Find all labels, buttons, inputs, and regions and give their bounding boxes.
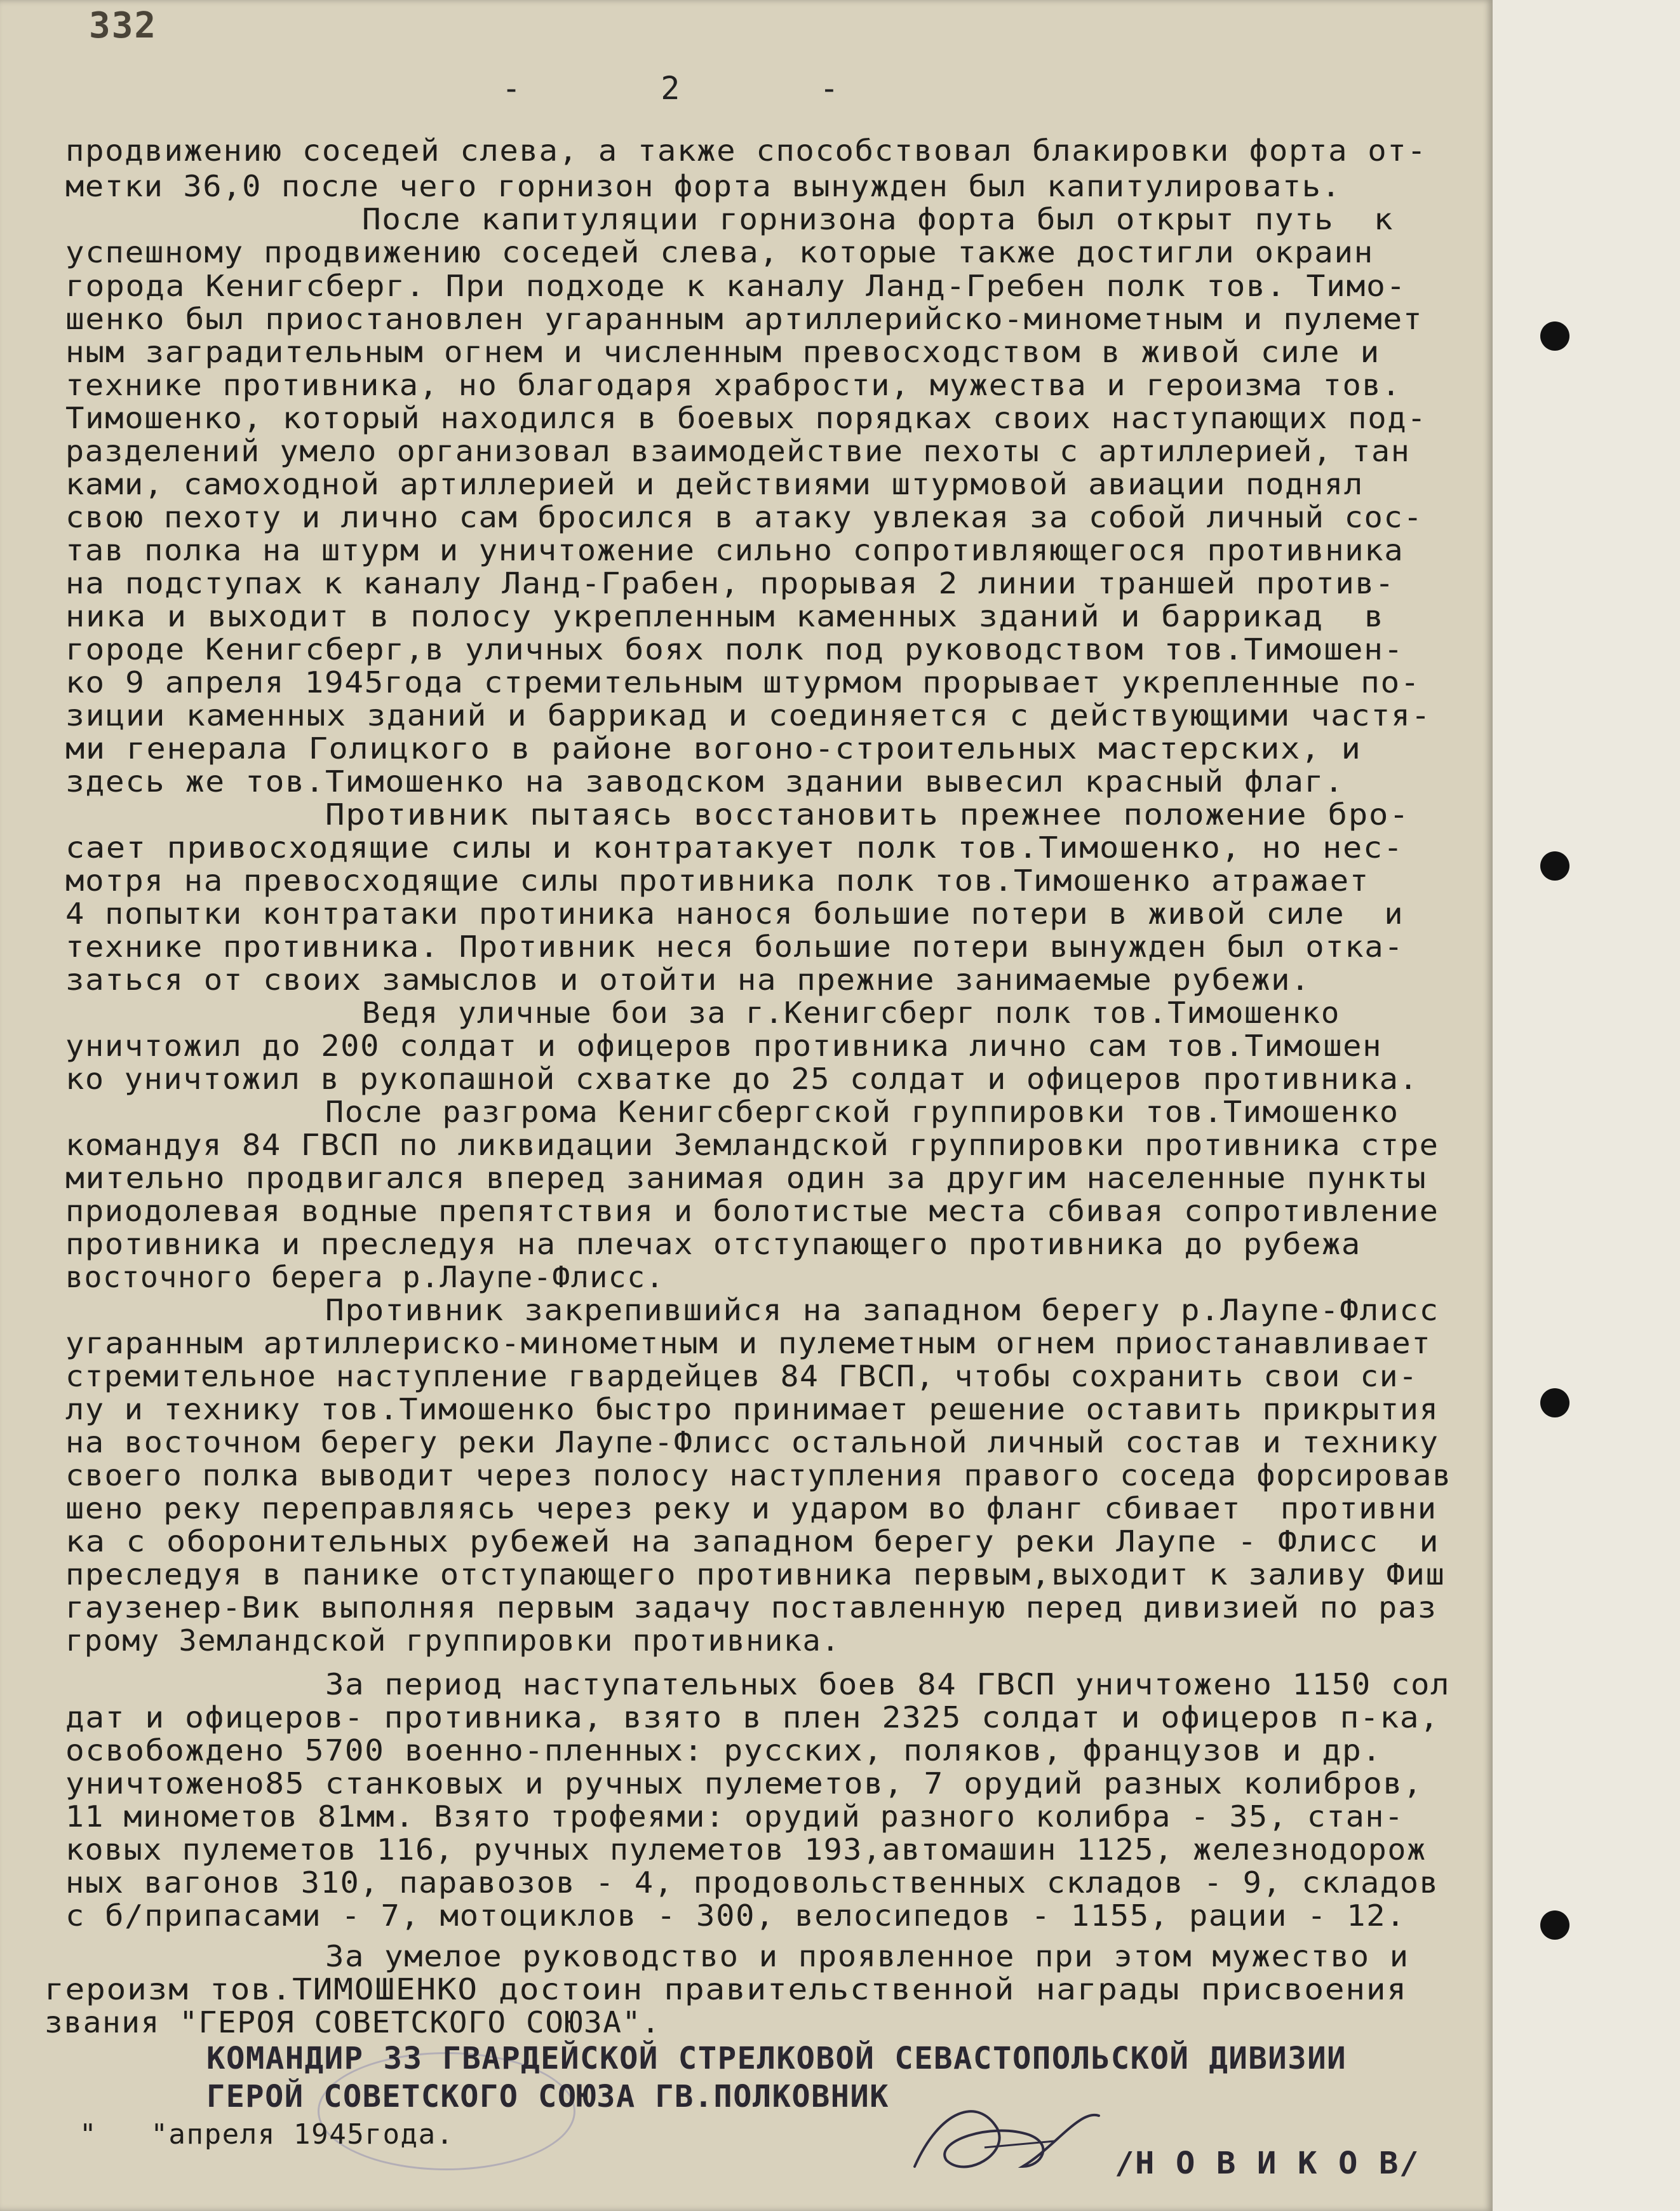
text-line: После капитуляции горнизона форта был открыт путь к: [362, 202, 1394, 236]
text-line: героизм тов.ТИМОШЕНКО достоин правительственной награды присвоения: [44, 1972, 1408, 2006]
page-number: - 2 -: [502, 70, 839, 107]
text-line: Противник пытаясь восстановить прежнее положение бро-: [325, 797, 1410, 832]
text-line: метки 36,0 после чего горнизон форта вынужден был капитулировать.: [65, 169, 1341, 203]
text-line: продвижению соседей слева, а также способствовал блакировки форта от-: [65, 133, 1427, 168]
text-line: ным заградительным огнем и численным превосходством в живой силе и: [65, 335, 1380, 369]
folio-number: 332: [89, 5, 158, 46]
text-line: с б/припасами - 7, мотоциклов - 300, велосипедов - 1155, рации - 12.: [65, 1898, 1406, 1933]
text-line: здесь же тов.Тимошенко на заводском здании вывесил красный флаг.: [65, 764, 1345, 799]
text-line: стремительное наступление гвардейцев 84 ГВСП, чтобы сохранить свои си-: [65, 1359, 1418, 1393]
text-line: противника и преследуя на плечах отступающего противника до рубежа: [65, 1227, 1361, 1261]
text-line: 11 минометов 81мм. Взято трофеями: орудий разного колибра - 35, стан-: [65, 1799, 1404, 1834]
text-line: освобождено 5700 военно-пленных: русских, поляков, французов и др.: [65, 1733, 1382, 1768]
handwritten-signature: [889, 2071, 1118, 2198]
text-line: города Кенигсберг. При подходе к каналу Ланд-Гребен полк тов. Тимо-: [65, 269, 1407, 303]
text-line: преследуя в панике отступающего противника первым,выходит к заливу Фиш: [65, 1557, 1446, 1592]
text-line: восточного берега р.Лаупе-Флисс.: [65, 1260, 665, 1294]
text-line: на подступах к каналу Ланд-Грабен, прорывая 2 линии траншей против-: [65, 566, 1395, 600]
text-line: За период наступательных боев 84 ГВСП уничтожено 1150 сол: [325, 1667, 1451, 1701]
text-line: тав полка на штурм и уничтожение сильно сопротивляющегося противника: [65, 533, 1404, 567]
text-line: своего полка выводит через полосу наступления правого соседа форсировав: [65, 1458, 1452, 1492]
text-line: ных вагонов 310, паравозов - 4, продовольственных складов - 9, складов: [65, 1865, 1439, 1900]
text-line: дат и офицеров- противника, взято в плен 2325 солдат и офицеров п-ка,: [65, 1700, 1440, 1734]
text-line: уничтожено85 станковых и ручных пулеметов, 7 орудий разных колибров,: [65, 1766, 1423, 1801]
text-line: городе Кенигсберг,в уличных боях полк под руководством тов.Тимошен-: [65, 632, 1404, 666]
text-line: заться от своих замыслов и отойти на прежние занимаемые рубежи.: [65, 963, 1311, 997]
text-line: технике противника, но благодаря храбрости, мужества и героизма тов.: [65, 368, 1402, 402]
text-line: свою пехоту и лично сам бросился в атаку увлекая за собой личный сос-: [65, 500, 1423, 534]
text-line: ми генерала Голицкого в районе вогоно-строительных мастерских, и: [65, 731, 1362, 766]
text-line: гаузенер-Вик выполняя первым задачу поставленную перед дивизией по раз: [65, 1590, 1437, 1625]
punch-hole: [1540, 1388, 1569, 1417]
text-line: технике противника. Противник неся большие потери вынужден был отка-: [65, 930, 1404, 964]
text-line: звания "ГЕРОЯ СОВЕТСКОГО СОЮЗА".: [44, 2005, 661, 2039]
binder-strip: [1493, 0, 1680, 2211]
text-line: ко уничтожил в рукопашной схватке до 25 солдат и офицеров противника.: [65, 1062, 1419, 1096]
text-line: ко 9 апреля 1945года стремительным штурмом прорывает укрепленные по-: [65, 665, 1421, 700]
text-line: ками, самоходной артиллерией и действиями штурмовой авиации поднял: [65, 467, 1364, 501]
text-line: разделений умело организовал взаимодействие пехоты с артиллерией, тан: [65, 434, 1411, 468]
signatory-name: /Н О В И К О В/: [1115, 2146, 1420, 2181]
text-line: сает привосходящие силы и контратакует полк тов.Тимошенко, но нес-: [65, 830, 1404, 865]
text-line: командуя 84 ГВСП по ликвидации Земландской группировки противника стре: [65, 1128, 1439, 1162]
text-line: ка с оборонительных рубежей на западном берегу реки Лаупе - Флисс и: [65, 1524, 1440, 1559]
punch-hole: [1540, 1910, 1569, 1940]
text-line: на восточном берегу реки Лаупе-Флисс остальной личный состав и технику: [65, 1425, 1439, 1459]
punch-hole: [1540, 851, 1569, 881]
text-line: успешному продвижению соседей слева, которые также достигли окраин: [65, 235, 1374, 269]
text-line: приодолевая водные препятствия и болотистые места сбивая сопротивление: [65, 1194, 1439, 1228]
text-line: ковых пулеметов 116, ручных пулеметов 193,автомашин 1125, железнодорож: [65, 1832, 1427, 1867]
text-line: За умелое руководство и проявленное при этом мужество и: [325, 1939, 1409, 1973]
text-line: Противник закрепившийся на западном берегу р.Лаупе-Флисс: [325, 1293, 1439, 1327]
text-line: уничтожил до 200 солдат и офицеров противника лично сам тов.Тимошен: [65, 1029, 1383, 1063]
text-line: угаранным артиллериско-минометным и пулеметным огнем приостанавливает: [65, 1326, 1432, 1360]
signature-rank: ГЕРОЙ СОВЕТСКОГО СОЮЗА ГВ.ПОЛКОВНИК: [206, 2079, 889, 2114]
text-line: шенко был приостановлен угаранным артиллерийско-минометным и пулемет: [65, 302, 1423, 336]
text-line: Тимошенко, который находился в боевых порядках своих наступающих под-: [65, 401, 1427, 435]
punch-hole: [1540, 321, 1569, 351]
text-line: зиции каменных зданий и баррикад и соединяется с действующими частя-: [65, 698, 1432, 733]
text-line: грому Земландской группировки противника.: [65, 1623, 840, 1658]
text-line: мотря на превосходящие силы противника полк тов.Тимошенко атражает: [65, 863, 1369, 898]
text-line: шено реку переправляясь через реку и ударом во фланг сбивает противни: [65, 1491, 1437, 1525]
text-line: 4 попытки контратаки протиника нанося большие потери в живой силе и: [65, 896, 1404, 931]
signature-title: КОМАНДИР 33 ГВАРДЕЙСКОЙ СТРЕЛКОВОЙ СЕВАСТОПОЛЬСКОЙ ДИВИЗИИ: [206, 2041, 1347, 2076]
text-line: мительно продвигался вперед занимая один за другим населенные пункты: [65, 1161, 1427, 1195]
text-line: После разгрома Кенигсбергской группировки тов.Тимошенко: [325, 1095, 1399, 1129]
text-line: ника и выходит в полосу укрепленным каменных зданий и баррикад в: [65, 599, 1385, 633]
date-line: " "апреля 1945года.: [79, 2118, 454, 2151]
text-line: Ведя уличные бои за г.Кенигсберг полк тов.Тимошенко: [362, 996, 1340, 1030]
text-line: лу и технику тов.Тимошенко быстро принимает решение оставить прикрытия: [65, 1392, 1439, 1426]
